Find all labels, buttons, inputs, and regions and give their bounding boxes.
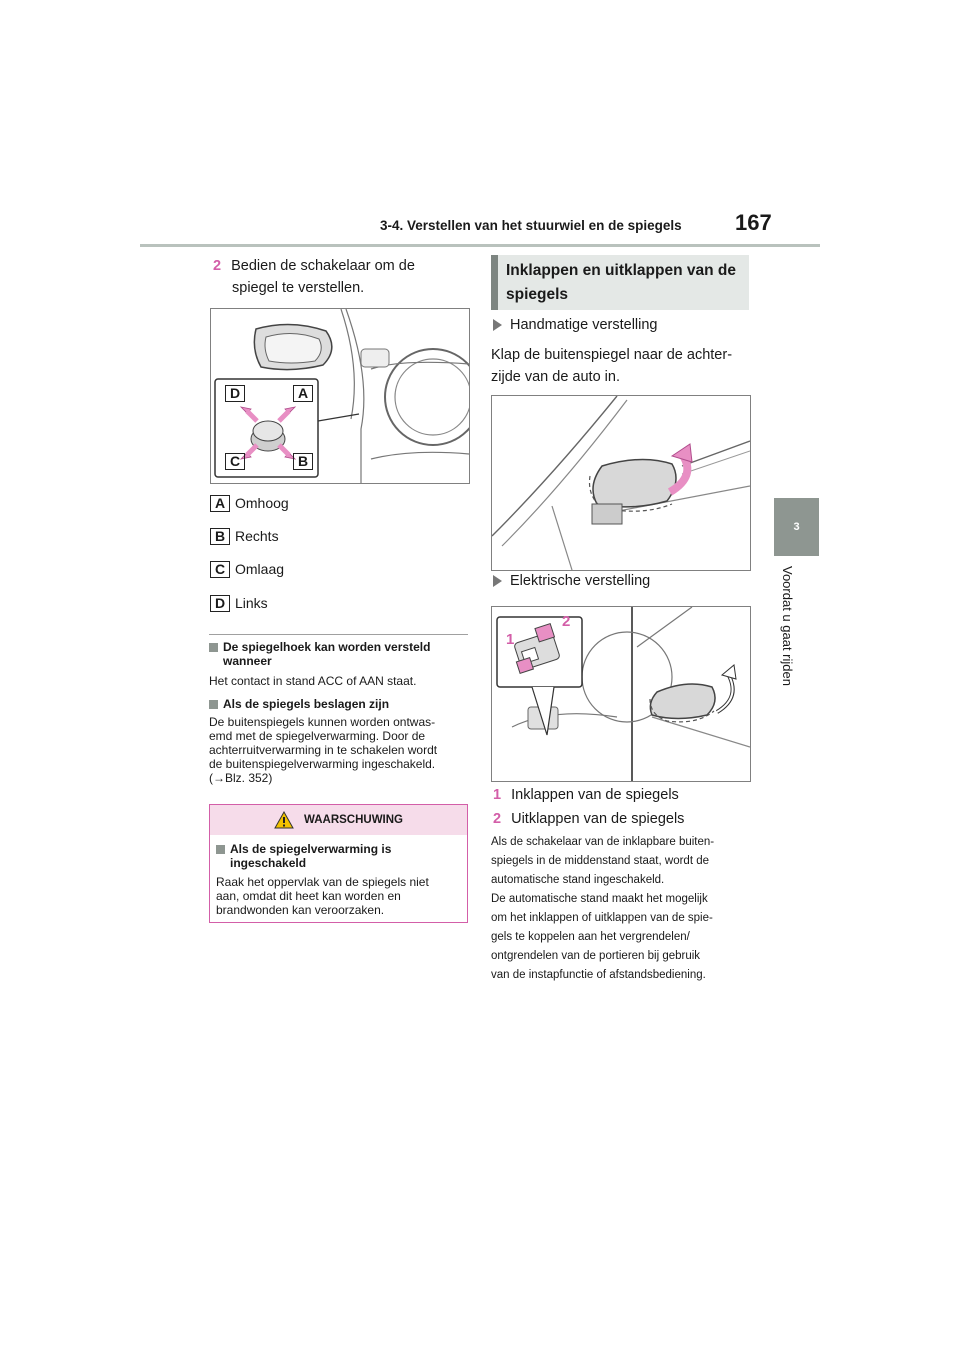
info-line: gels te koppelen aan het vergrendelen/ (491, 931, 690, 943)
chapter-title-text: Voordat u gaat rijden (780, 566, 795, 686)
warning-title-line1: Als de spiegelverwarming is (230, 842, 392, 856)
manual-fold-figure (491, 395, 751, 571)
legend-label: Rechts (235, 528, 279, 544)
note2-body-line: emd met de spiegelverwarming. Door de (209, 729, 426, 743)
warning-body-line: aan, omdat dit heet kan worden en (216, 889, 401, 903)
figure-label-b: B (293, 453, 313, 470)
bullet-square-icon (209, 643, 218, 652)
figure-label-c: C (225, 453, 245, 470)
note1-body: Het contact in stand ACC of AAN staat. (209, 674, 417, 688)
triangle-bullet-icon (493, 319, 502, 331)
warning-body-line: Raak het oppervlak van de spiegels niet (216, 875, 429, 889)
note2-body-line: achterruitverwarming in te schakelen wordt (209, 743, 438, 757)
item-2 (493, 806, 684, 832)
warning-header-text: WAARSCHUWING (303, 814, 404, 826)
note2-title (209, 697, 389, 711)
section-heading (491, 255, 749, 310)
legend-item-a (210, 493, 289, 513)
legend-item-d (210, 593, 268, 613)
warning-title-line2: ingeschakeld (230, 856, 307, 870)
warning-body-line: brandwonden kan veroorzaken. (216, 903, 385, 917)
warning-header (210, 805, 467, 835)
info-line: van de instapfunctie of afstandsbediening. (491, 969, 706, 981)
note2-page-ref: (→Blz. 352) (209, 771, 273, 785)
warning-body (216, 875, 429, 917)
legend-item-b (210, 526, 279, 546)
legend-label: Omhoog (235, 495, 289, 511)
item-number: 1 (493, 787, 502, 803)
figure-label-2: 2 (562, 613, 571, 630)
legend-label: Omlaag (235, 561, 285, 577)
info-line: De automatische stand maakt het mogelijk (491, 893, 708, 905)
legend-key: A (210, 495, 230, 512)
mirror-switch-figure (210, 308, 470, 484)
bullet-square-icon (216, 845, 225, 854)
manual-heading-text: Handmatige verstelling (510, 317, 658, 333)
electric-fold-illustration (492, 607, 750, 781)
section-heading-line2: spiegels (506, 286, 569, 303)
step-text-line2: spiegel te verstellen. (232, 280, 365, 296)
bullet-square-icon (209, 700, 218, 709)
note2-body-line: de buitenspiegelverwarming ingeschakeld. (209, 757, 436, 771)
info-line: ontgrendelen van de portieren bij gebruik (491, 950, 701, 962)
electric-fold-figure (491, 606, 751, 782)
note1-title-line1: De spiegelhoek kan worden versteld (223, 640, 431, 654)
info-line: automatische stand ingeschakeld. (491, 874, 665, 886)
legend-key: D (210, 595, 230, 612)
mirror-switch-illustration (211, 309, 469, 483)
section-heading-line1: Inklappen en uitklappen van de (506, 262, 736, 279)
header-rule (140, 244, 820, 247)
notes-divider (209, 634, 468, 635)
chapter-tab: 3 (774, 498, 819, 556)
note1-title (209, 640, 430, 654)
step-text-line1: Bedien de schakelaar om de (231, 258, 415, 274)
item-1 (493, 782, 679, 808)
info-line: Als de schakelaar van de inklapbare buiten- (491, 836, 715, 848)
info-paragraph (491, 833, 753, 985)
figure-label-a: A (293, 385, 313, 402)
legend-label: Links (235, 595, 268, 611)
note2-body (209, 715, 437, 785)
running-header: 3-4. Verstellen van het stuurwiel en de spiegels (380, 218, 682, 233)
manual-text-line2: zijde van de auto in. (491, 369, 620, 385)
item-number: 2 (493, 811, 502, 827)
electric-heading (493, 568, 650, 594)
manual-heading (493, 312, 658, 338)
chapter-title (780, 566, 810, 706)
info-line: spiegels in de middenstand staat, wordt de (491, 855, 709, 867)
note1-title-line2: wanneer (223, 654, 272, 668)
item-label: Inklappen van de spiegels (511, 787, 679, 803)
electric-heading-text: Elektrische verstelling (510, 573, 651, 589)
legend-key: B (210, 528, 230, 545)
legend-key: C (210, 561, 230, 578)
figure-label-1: 1 (506, 631, 515, 648)
item-label: Uitklappen van de spiegels (511, 811, 685, 827)
step-number: 2 (213, 258, 222, 274)
warning-triangle-icon (274, 811, 294, 829)
warning-box (209, 804, 468, 923)
triangle-bullet-icon (493, 575, 502, 587)
note2-body-line: De buitenspiegels kunnen worden ontwas- (209, 715, 436, 729)
page-number: 167 (735, 210, 772, 235)
note2-title-text: Als de spiegels beslagen zijn (223, 697, 390, 711)
legend-item-c (210, 559, 284, 579)
figure-label-d: D (225, 385, 245, 402)
warning-title (216, 842, 391, 856)
manual-text-line1: Klap de buitenspiegel naar de achter- (491, 347, 733, 363)
manual-fold-illustration (492, 396, 750, 570)
info-line: om het inklappen of uitklappen van de spie- (491, 912, 713, 924)
